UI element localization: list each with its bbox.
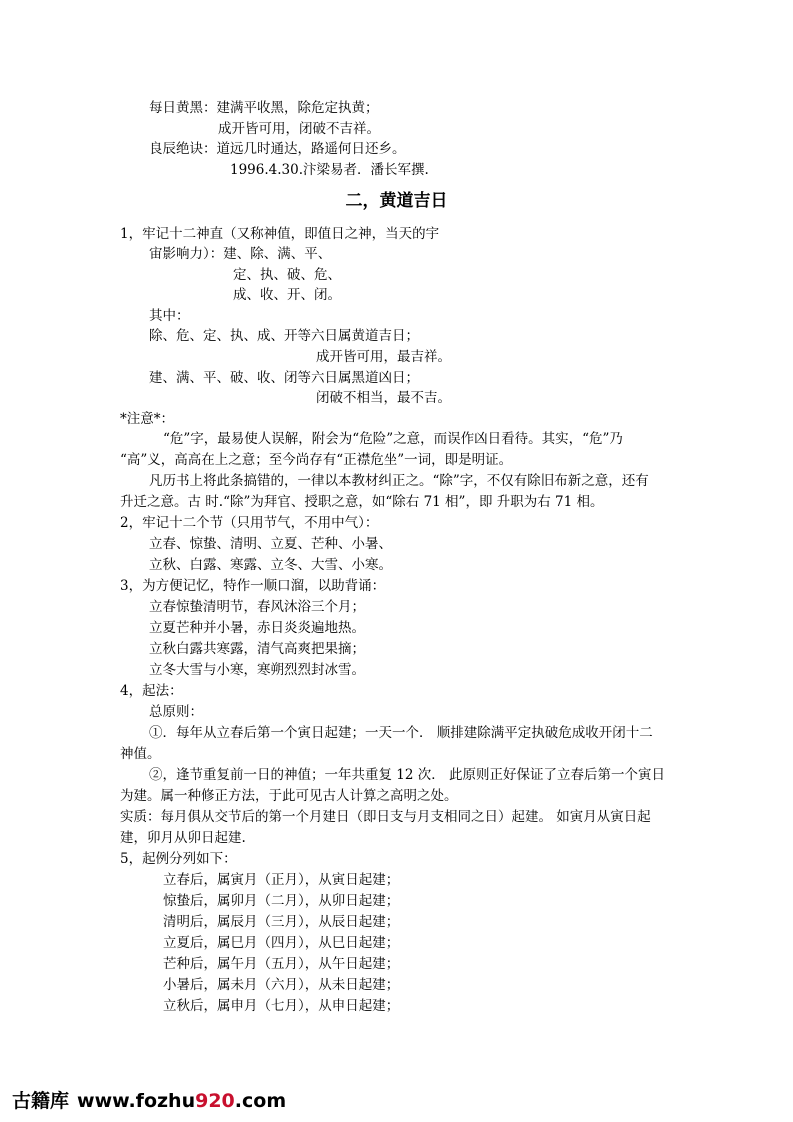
text-line: 立春后，属寅月（正月），从寅日起建；: [163, 872, 400, 888]
text-line: 立春惊蛰清明节，春风沐浴三个月；: [149, 599, 365, 615]
text-line: 立夏芒种并小暑，赤日炎炎遍地热。: [149, 620, 365, 636]
text-line: 为建。属一种修正方法，于此可见古人计算之高明之处。: [120, 788, 458, 804]
text-line: 神值。: [120, 746, 161, 762]
text-line: 实质：每月俱从交节后的第一个月建日（即日支与月支相同之日）起建。 如寅月从寅日起: [120, 809, 651, 825]
text-line: 宙影响力）：建、除、满、平、: [149, 246, 332, 262]
text-line: *注意*：: [120, 411, 174, 427]
text-line: 立夏后，属巳月（四月），从巳日起建；: [163, 935, 400, 951]
site-brand: 古籍库: [12, 1090, 70, 1112]
text-line: 升迁之意。古 时.“除”为拜官、授职之意，如“除右 71 相”，即 升职为右 71 相。: [120, 494, 604, 510]
text-line: 建，卯月从卯日起建.: [120, 830, 246, 846]
text-line: 清明后，属辰月（三月），从辰日起建；: [163, 914, 400, 930]
text-line: 立秋后，属申月（七月），从申日起建；: [163, 998, 400, 1014]
site-url-prefix: www.fozhu: [77, 1090, 196, 1112]
text-line: 小暑后，属未月（六月），从未日起建；: [163, 977, 400, 993]
footer-watermark: [12, 1090, 286, 1112]
text-line: 每日黄黑：建满平收黑，除危定执黄；: [149, 100, 379, 116]
text-line: 闭破不相当，最不吉。: [316, 390, 451, 406]
text-line: 其中：: [149, 308, 190, 324]
text-line: 立秋、白露、寒露、立冬、大雪、小寒。: [149, 557, 392, 573]
text-line: ②，逢节重复前一日的神值；一年共重复 12 次． 此原则正好保证了立春后第一个寅日: [149, 767, 666, 783]
text-line: 总原则：: [149, 704, 203, 720]
text-line: 1，牢记十二神直（又称神值，即值日之神，当天的宇: [120, 226, 440, 242]
text-line: 3，为方便记忆，特作一顺口溜，以助背诵：: [120, 578, 386, 594]
text-line: 建、满、平、破、收、闭等六日属黑道凶日；: [149, 370, 419, 386]
section-heading: 二，黄道吉日: [345, 191, 448, 211]
text-line: 成开皆可用，闭破不吉祥。: [218, 121, 380, 137]
text-line: 除、危、定、执、成、开等六日属黄道吉日；: [149, 328, 419, 344]
site-url-suffix: .com: [234, 1090, 287, 1112]
text-line: 定、执、破、危、: [233, 267, 341, 283]
text-line: 芒种后，属午月（五月），从午日起建；: [163, 956, 400, 972]
site-url-number: 920: [195, 1090, 235, 1112]
text-line: 成、收、开、闭。: [233, 287, 341, 303]
text-line: 1996.4.30.汴梁易者．潘长军撰.: [230, 162, 429, 178]
text-line: 2，牢记十二个节（只用节气，不用中气）：: [120, 515, 379, 531]
text-line: 成开皆可用，最吉祥。: [316, 349, 451, 365]
text-line: 凡历书上将此条搞错的，一律以本教材纠正之。“除”字，不仅有除旧布新之意，还有: [149, 473, 649, 489]
text-line: 4，起法：: [120, 683, 183, 699]
text-line: 惊蛰后，属卯月（二月），从卯日起建；: [163, 893, 400, 909]
text-line: “危”字，最易使人误解，附会为“危险”之意，而误作凶日看待。其实，“危”乃: [163, 431, 623, 447]
text-line: 5，起例分列如下：: [120, 851, 237, 867]
text-line: “高”义，高高在上之意；至今尚存有“正襟危坐”一词，即是明证。: [120, 452, 513, 468]
text-line: 立秋白露共寒露，清气高爽把果摘；: [149, 641, 365, 657]
text-line: ①．每年从立春后第一个寅日起建；一天一个． 顺排建除满平定执破危成收开闭十二: [149, 725, 653, 741]
text-line: 立冬大雪与小寒，寒朔烈烈封冰雪。: [149, 662, 365, 678]
text-line: 立春、惊蛰、清明、立夏、芒种、小暑、: [149, 536, 392, 552]
text-line: 良辰绝诀：道远几时通达，路遥何日还乡。: [149, 141, 406, 157]
